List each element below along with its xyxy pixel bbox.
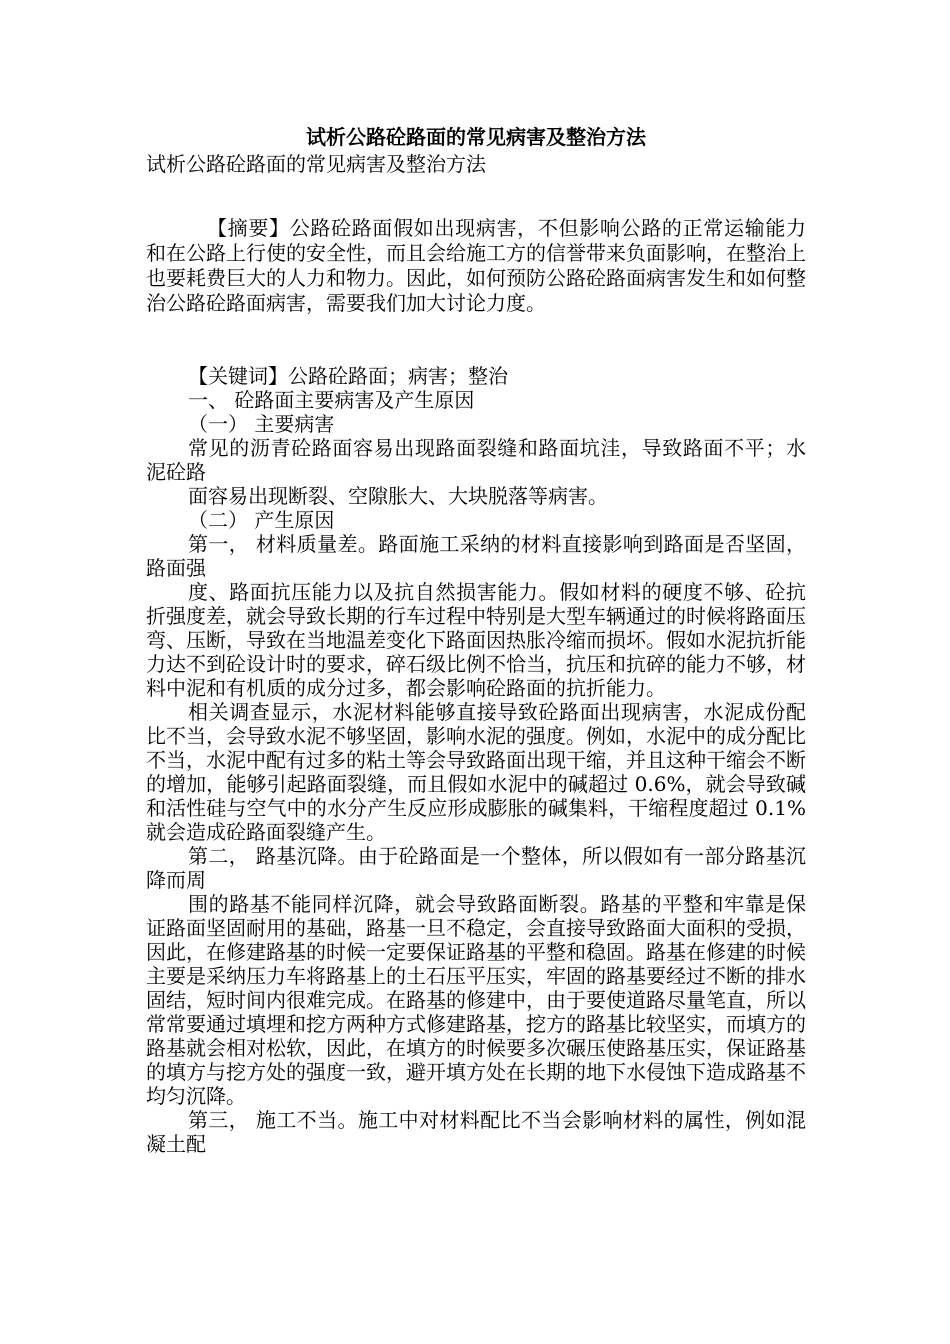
subsection-heading-2: （二） 产生原因 [188,508,335,532]
paragraph-subgrade-settlement: 第二， 路基沉降。由于砼路面是一个整体，所以假如有一部分路基沉降而周 [146,844,806,892]
abstract-paragraph: 【摘要】公路砼路面假如出现病害，不但影响公路的正常运输能力和在公路上行使的安全性，而且会给施工方的信誉带来负面影响，在整治上也要耗费巨大的人力和物力。因此，如何预防公路砼路面病害发生和如何整治公路砼路面病害，需要我们加大讨论力度。 [146,216,806,315]
paragraph-subgrade-details: 围的路基不能同样沉降，就会导致路面断裂。路基的平整和牢靠是保证路面坚固耐用的基础，路基一旦不稳定，会直接导致路面大面积的受损，因此，在修建路基的时候一定要保证路基的平整和稳固。路基在修建的时候主要是采纳压力车将路基上的土石压平压实，牢固的路基要经过不断的排水固结，短时间内很难完成。在路基的修建中，由于要使道路尽量笔直，所以常常要通过填埋和挖方两种方式修建路基，挖方的路基比较坚实，而填方的路基就会相对松软，因此，在填方的时候要多次碾压使路基压实，保证路基的填方与挖方处的强度一致，避开填方处在长期的地下水侵蚀下造成路基不均匀沉降。 [146,892,806,1108]
paragraph-improper-construction: 第三， 施工不当。施工中对材料配比不当会影响材料的属性，例如混凝土配 [146,1108,806,1156]
paragraph-material-quality: 第一， 材料质量差。路面施工采纳的材料直接影响到路面是否坚固，路面强 [146,532,806,580]
subsection-heading-1: （一） 主要病害 [188,412,335,436]
document-subtitle: 试析公路砼路面的常见病害及整治方法 [146,152,486,176]
document-title: 试析公路砼路面的常见病害及整治方法 [306,125,646,149]
section-heading-1: 一、 砼路面主要病害及产生原因 [188,388,475,412]
paragraph-common-defects-cont: 面容易出现断裂、空隙胀大、大块脱落等病害。 [188,484,608,508]
keywords-line: 【关键词】公路砼路面；病害；整治 [188,364,508,388]
paragraph-material-strength: 度、路面抗压能力以及抗自然损害能力。假如材料的硬度不够、砼抗折强度差，就会导致长期的行车过程中特别是大型车辆通过的时候将路面压弯、压断，导致在当地温差变化下路面因热胀冷缩而损坏。假如水泥抗折能力达不到砼设计时的要求，碎石级比例不恰当，抗压和抗碎的能力不够，材料中泥和有机质的成分过多，都会影响砼路面的抗折能力。 [146,580,806,700]
document-page [146,122,806,1156]
paragraph-common-defects: 常见的沥青砼路面容易出现路面裂缝和路面坑洼，导致路面不平；水泥砼路 [146,436,806,484]
paragraph-cement-survey: 相关调查显示，水泥材料能够直接导致砼路面出现病害，水泥成份配比不当，会导致水泥不够坚固，影响水泥的强度。例如，水泥中的成分配比不当，水泥中配有过多的粘土等会导致路面出现干缩，并且这种干缩会不断的增加，能够引起路面裂缝，而且假如水泥中的碱超过 0.6%，就会导致碱和活性硅与空气中的水分产生反应形成膨胀的碱集料，干缩程度超过 0.1%就会造成砼路面裂缝产生。 [146,700,806,844]
